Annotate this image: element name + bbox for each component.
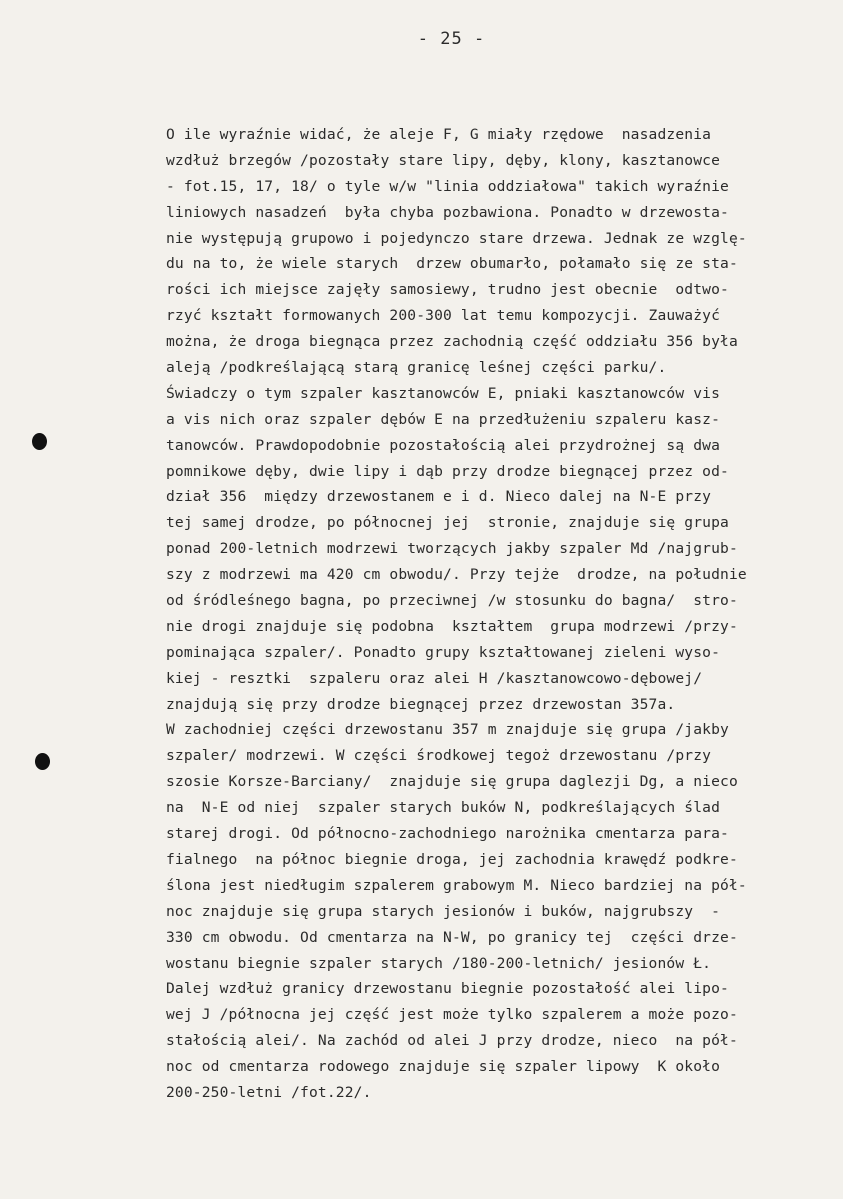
text-line: rości ich miejsce zajęły samosiewy, trudno jest obecnie odtwo- — [166, 281, 729, 299]
text-line: 200-250-letni /fot.22/. — [166, 1083, 372, 1101]
text-line: nie drogi znajduje się podobna kształtem grupa modrzewi /przy- — [166, 617, 738, 635]
text-line: dział 356 między drzewostanem e i d. Nieco dalej na N-E przy — [166, 488, 712, 506]
text-line: wej J /północna jej część jest może tylko szpalerem a może pozo- — [166, 1006, 738, 1024]
text-line: ślona jest niedługim szpalerem grabowym M. Nieco bardziej na pół- — [166, 876, 747, 894]
text-line: znajdują się przy drodze biegnącej przez drzewostan 357a. — [166, 695, 676, 713]
text-line: a vis nich oraz szpaler dębów E na przedłużeniu szpaleru kasz- — [166, 410, 721, 428]
text-line: liniowych nasadzeń była chyba pozbawiona. Ponadto w drzewosta- — [166, 203, 729, 221]
text-line: - fot.15, 17, 18/ o tyle w/w "linia oddziałowa" takich wyraźnie — [166, 177, 729, 195]
text-line: od śródleśnego bagna, po przeciwnej /w stosunku do bagna/ stro- — [166, 592, 738, 610]
text-line: tanowców. Prawdopodobnie pozostałością alei przydrożnej są dwa — [166, 436, 721, 454]
text-line: 330 cm obwodu. Od cmentarza na N-W, po granicy tej części drze- — [166, 928, 738, 946]
text-line: szy z modrzewi ma 420 cm obwodu/. Przy tejże drodze, na południe — [166, 566, 747, 584]
text-line: aleją /podkreślającą starą granicę leśnej części parku/. — [166, 359, 667, 377]
text-line: fialnego na północ biegnie droga, jej zachodnia krawędź podkre- — [166, 850, 738, 868]
text-line: pominająca szpaler/. Ponadto grupy kształtowanej zieleni wyso- — [166, 643, 721, 661]
page-number: - 25 - — [417, 29, 486, 49]
text-line: ponad 200-letnich modrzewi tworzących jakby szpaler Md /najgrub- — [166, 540, 738, 558]
text-line: tej samej drodze, po północnej jej stronie, znajduje się grupa — [166, 514, 729, 532]
text-line: O ile wyraźnie widać, że aleje F, G miały rzędowe nasadzenia — [166, 126, 712, 143]
text-line: można, że droga biegnąca przez zachodnią część oddziału 356 była — [166, 333, 738, 351]
punch-hole-mark — [35, 753, 50, 770]
text-line: noc od cmentarza rodowego znajduje się szpaler lipowy K około — [166, 1058, 721, 1076]
text-line: du na to, że wiele starych drzew obumarło, połamało się ze sta- — [166, 255, 738, 273]
text-line: kiej - resztki szpaleru oraz alei H /kasztanowcowo-dębowej/ — [166, 669, 703, 687]
text-line: noc znajduje się grupa starych jesionów i buków, najgrubszy - — [166, 902, 721, 920]
text-line: wzdłuż brzegów /pozostały stare lipy, dęby, klony, kasztanowce — [166, 151, 721, 169]
text-line: wostanu biegnie szpaler starych /180-200-letnich/ jesionów Ł. — [166, 954, 712, 972]
text-line: szosie Korsze-Barciany/ znajduje się grupa daglezji Dg, a nieco — [166, 773, 738, 791]
punch-hole-mark — [32, 433, 47, 450]
text-line: W zachodniej części drzewostanu 357 m znajduje się grupa /jakby — [166, 721, 729, 739]
text-line: na N-E od niej szpaler starych buków N, podkreślających ślad — [166, 799, 721, 817]
text-line: starej drogi. Od północno-zachodniego narożnika cmentarza para- — [166, 825, 729, 843]
text-line: Dalej wzdłuż granicy drzewostanu biegnie pozostałość alei lipo- — [166, 980, 729, 998]
text-line: Świadczy o tym szpaler kasztanowców E, pniaki kasztanowców vis — [166, 384, 721, 402]
body-text — [166, 122, 843, 1106]
text-line: stałością alei/. Na zachód od alei J przy drodze, nieco na pół- — [166, 1032, 738, 1050]
text-line: nie występują grupowo i pojedynczo stare drzewa. Jednak ze wzglę- — [166, 229, 747, 247]
text-line: rzyć kształt formowanych 200-300 lat temu kompozycji. Zauważyć — [166, 307, 721, 325]
text-line: pomnikowe dęby, dwie lipy i dąb przy drodze biegnącej przez od- — [166, 462, 729, 480]
text-line: szpaler/ modrzewi. W części środkowej tegoż drzewostanu /przy — [166, 747, 712, 765]
